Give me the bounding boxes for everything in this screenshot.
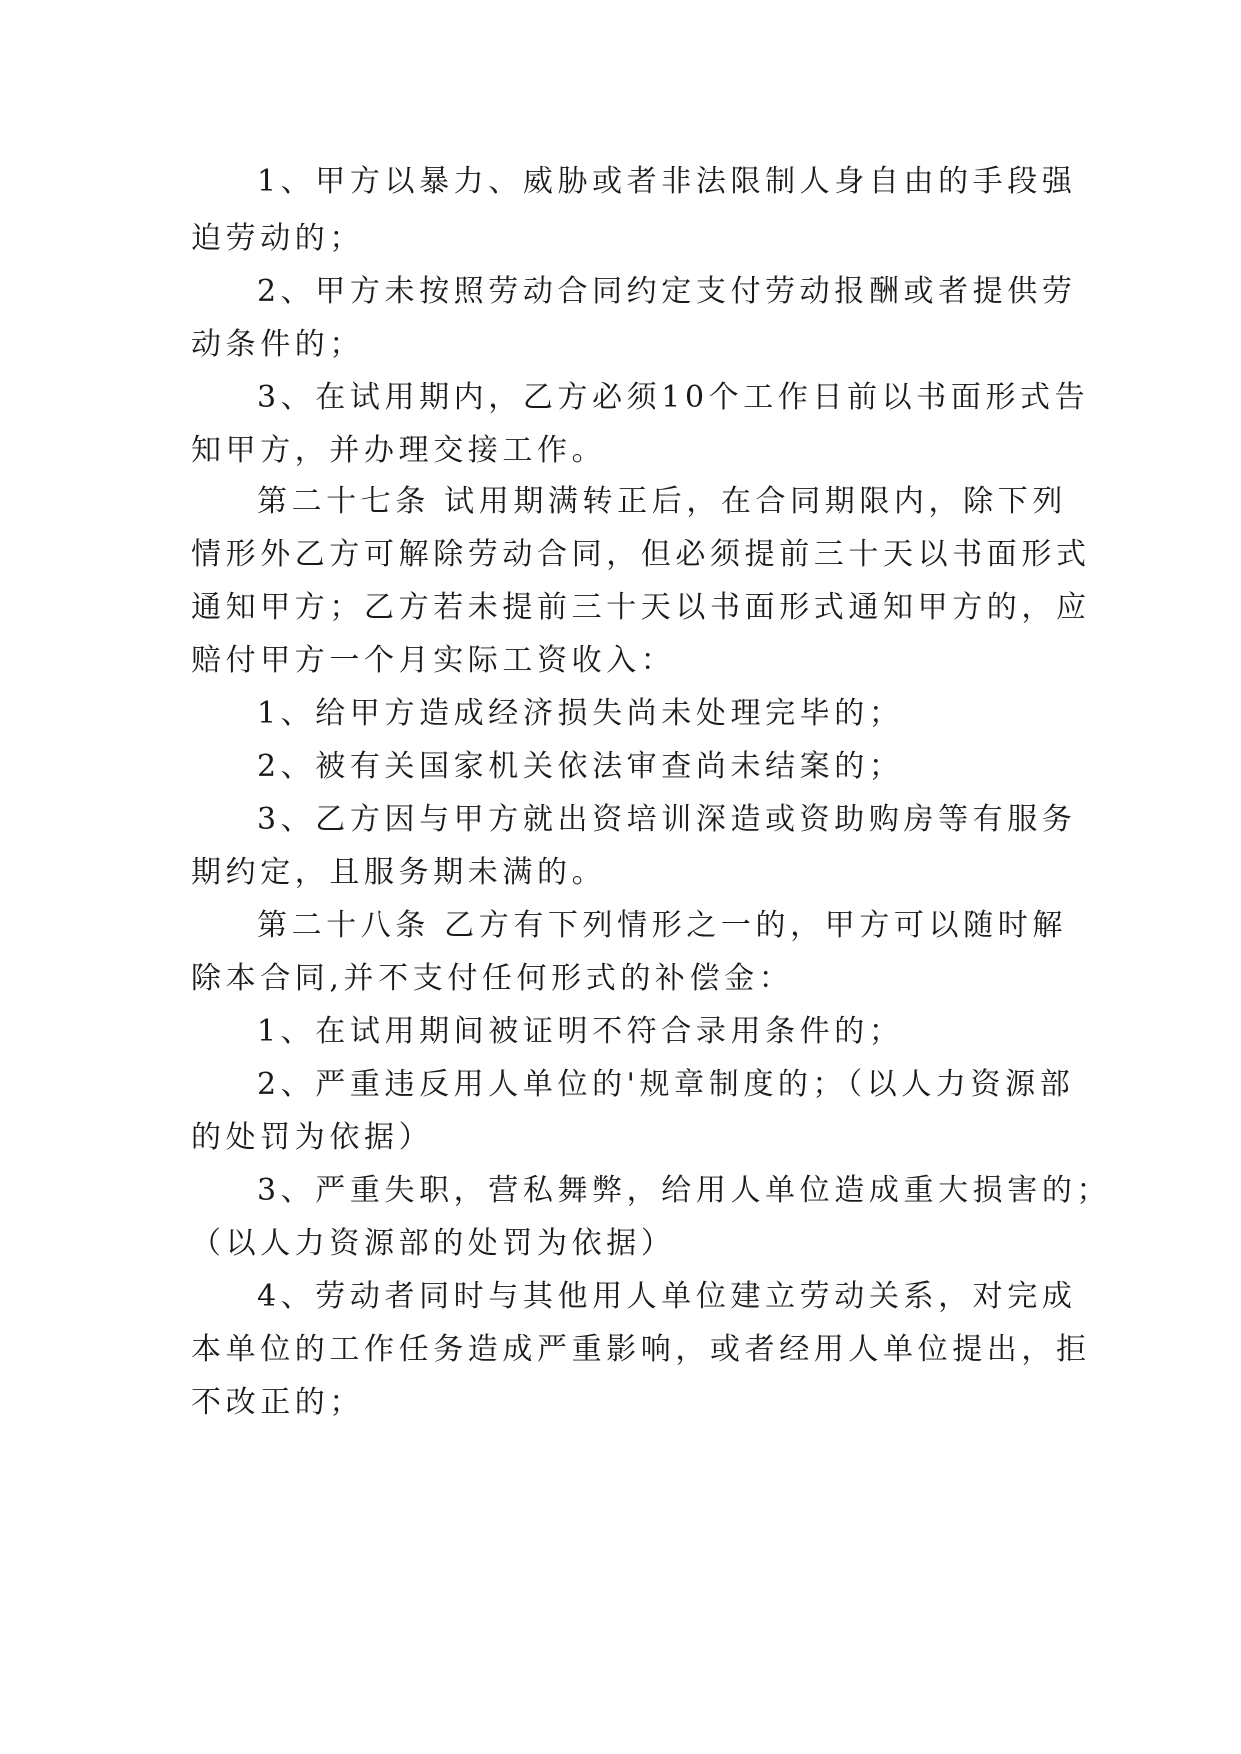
text-line: 第二十八条 乙方有下列情形之一的，甲方可以随时解 [257, 908, 1067, 943]
text-line: 的处罚为依据） [191, 1120, 434, 1155]
text-line: 1、给甲方造成经济损失尚未处理完毕的； [257, 696, 904, 731]
text-line: 不改正的； [191, 1385, 364, 1420]
text-line: 2、被有关国家机关依法审查尚未结案的； [257, 749, 904, 784]
text-line: 2、甲方未按照劳动合同约定支付劳动报酬或者提供劳 [257, 274, 1077, 309]
text-line: 3、乙方因与甲方就出资培训深造或资助购房等有服务 [257, 802, 1077, 837]
text-line: 2、严重违反用人单位的'规章制度的；（以人力资源部 [257, 1067, 1075, 1102]
text-line: 3、严重失职，营私舞弊，给用人单位造成重大损害的； [257, 1173, 1112, 1208]
text-line: 除本合同,并不支付任何形式的补偿金： [191, 961, 794, 996]
text-line: 情形外乙方可解除劳动合同，但必须提前三十天以书面形式 [191, 537, 1091, 572]
text-line: 第二十七条 试用期满转正后，在合同期限内，除下列 [257, 484, 1067, 519]
text-line: 期约定，且服务期未满的。 [191, 855, 607, 890]
text-line: （以人力资源部的处罚为依据） [191, 1226, 676, 1261]
text-line: 3、在试用期内，乙方必须10个工作日前以书面形式告 [257, 380, 1090, 415]
text-line: 1、甲方以暴力、威胁或者非法限制人身自由的手段强 [257, 164, 1077, 199]
text-line: 本单位的工作任务造成严重影响，或者经用人单位提出，拒 [191, 1332, 1091, 1367]
text-line: 动条件的； [191, 327, 364, 362]
text-line: 1、在试用期间被证明不符合录用条件的； [257, 1014, 904, 1049]
text-line: 4、劳动者同时与其他用人单位建立劳动关系，对完成 [257, 1279, 1077, 1314]
text-line: 知甲方，并办理交接工作。 [191, 433, 607, 468]
text-line: 赔付甲方一个月实际工资收入： [191, 643, 676, 678]
text-line: 迫劳动的； [191, 221, 364, 256]
text-line: 通知甲方；乙方若未提前三十天以书面形式通知甲方的，应 [191, 590, 1091, 625]
